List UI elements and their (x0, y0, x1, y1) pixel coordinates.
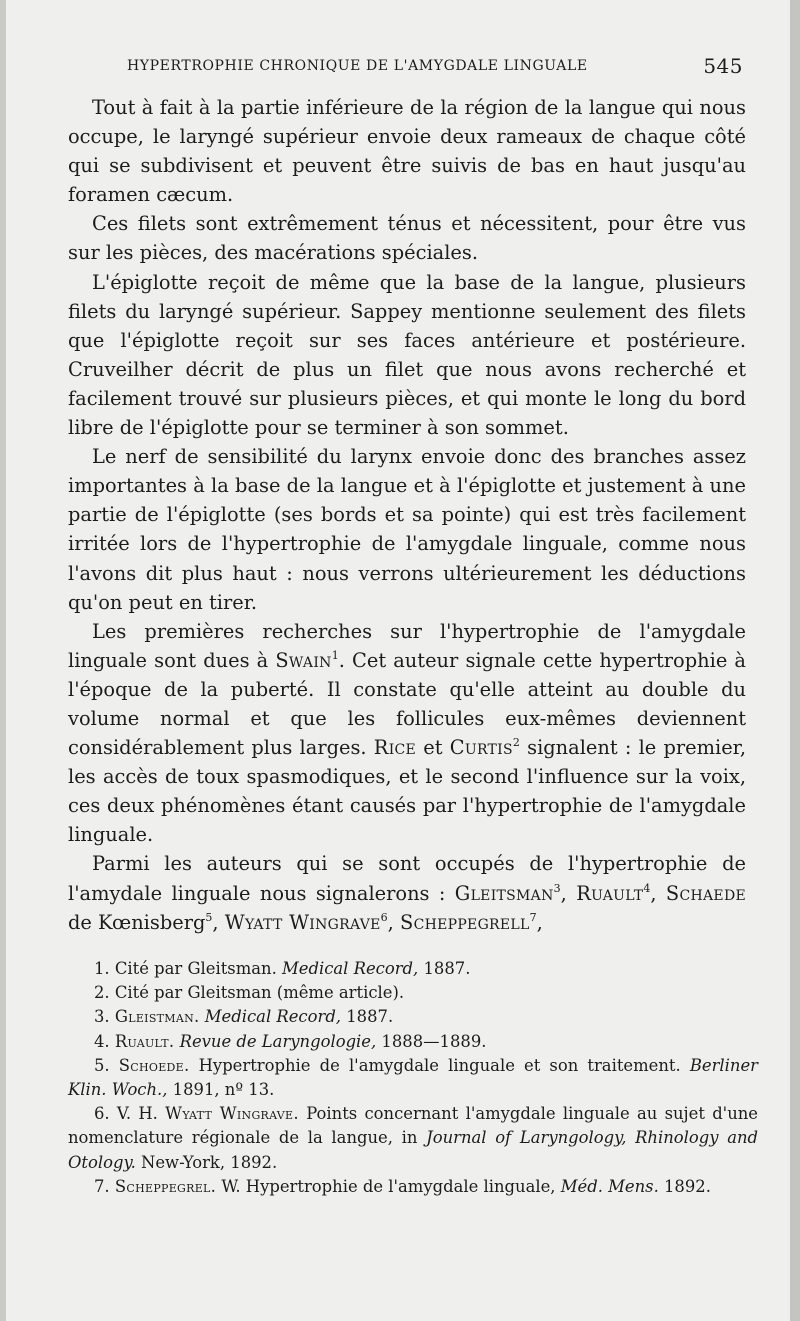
footnote-text: Points concernant l'amygdale linguale au sujet d'une nomenclature régionale de la langue, in (68, 1104, 759, 1148)
author-name: Gleitsman (454, 881, 554, 905)
footnote-ref: 7 (529, 910, 537, 924)
author-name: Scheppegrell (399, 910, 530, 934)
author-name: Ruault (576, 881, 644, 905)
footnote-title: Medical Record, (199, 1007, 342, 1027)
footnote-text: New-York, 1892. (135, 1152, 278, 1172)
footnote-author: Ruault. (114, 1031, 175, 1051)
separator: , (212, 910, 225, 934)
paragraph: L'épiglotte reçoit de même que la base de la langue, plusieurs filets du laryngé supérieur. Sappey mentionne seulement des filets que l'épiglotte reçoit sur ses faces antérieure et postérieure. Cruveilher décrit de plus un filet que nous avons recherché et facilement trouvé sur plusieurs pièces, et qui monte le long du bord libre de l'épiglotte pour se terminer à son sommet. (68, 270, 746, 440)
footnote-number: 5. (94, 1055, 119, 1075)
footnote-text: 1888—1889. (376, 1031, 487, 1051)
footnote-number: 4. (94, 1031, 115, 1051)
author-name: Rice (373, 736, 417, 760)
footnote-author: Gleistman. (114, 1007, 200, 1027)
footnote-text: 1891, nº 13. (167, 1080, 275, 1100)
text-run: et (416, 736, 450, 760)
separator: , (387, 910, 400, 934)
text-run: Les premières recherches sur l'hypertrophie de l'amygdale linguale sont dues à (68, 619, 746, 672)
footnote (68, 981, 758, 1005)
author-name: Swain (275, 648, 332, 672)
footnote-ref: 4 (643, 881, 651, 895)
paragraph (68, 849, 746, 936)
footnotes (68, 957, 758, 1199)
separator: , (650, 881, 666, 905)
footnote-text: W. Hypertrophie de l'amygdale linguale, (216, 1176, 561, 1196)
footnote-ref: 5 (205, 910, 213, 924)
footnote-number: 6. V. H. (94, 1104, 166, 1124)
footnote (68, 1175, 758, 1199)
footnote-text: Hypertrophie de l'amygdale linguale et son traitement. (189, 1055, 690, 1075)
footnote-number: 3. (94, 1007, 115, 1027)
footnote-author: Wyatt Wingrave. (165, 1104, 299, 1124)
author-name: Wyatt Wingrave (224, 910, 381, 934)
text-run: de Kœnisberg (68, 910, 206, 934)
author-name: Curtis (449, 736, 513, 760)
footnote-number: 7. (94, 1176, 115, 1196)
footnote-text: 1887. (418, 959, 471, 978)
footnote (68, 1030, 758, 1054)
separator: , (536, 910, 543, 934)
footnote-author: Schoede. (118, 1055, 190, 1075)
footnote (68, 957, 758, 981)
footnote-title: Méd. Mens. (560, 1176, 659, 1196)
page-number: 545 (703, 54, 743, 78)
footnote-ref: 3 (553, 881, 561, 895)
running-title: HYPERTROPHIE CHRONIQUE DE L'AMYGDALE LINGUALE (127, 58, 588, 74)
main-text (68, 93, 746, 937)
footnote-ref: 6 (380, 910, 388, 924)
footnote (68, 1102, 758, 1175)
footnote (68, 1005, 758, 1029)
footnote-author: Scheppegrel. (114, 1176, 217, 1196)
footnote-text: 2. Cité par Gleitsman (même article). (94, 983, 405, 1003)
footnote (68, 1054, 758, 1102)
paragraph: Tout à fait à la partie inférieure de la région de la langue qui nous occupe, le laryngé supérieur envoie deux rameaux de chaque côté qui se subdivisent et peuvent être suivis de bas en haut jusqu'au foramen cæcum. (68, 96, 746, 207)
footnote-title: Medical Record, (282, 959, 419, 978)
footnote-ref: 1 (331, 648, 339, 662)
text-run: Parmi les auteurs qui se sont occupés de l'hypertrophie de l'amydale linguale nous signalerons : (68, 852, 746, 905)
footnote-text: 1887. (341, 1007, 394, 1027)
paragraph: Le nerf de sensibilité du larynx envoie donc des branches assez importantes à la base de la langue et à l'épiglotte et justement à une partie de l'épiglotte (ses bords et sa pointe) qui est très facilement irritée lors de l'hypertrophie de l'amygdale linguale, comme nous l'avons dit plus haut : nous verrons ultérieurement les déductions qu'on peut en tirer. (68, 445, 746, 614)
text-run: signalent : le premier, les accès de toux spasmodiques, et le second l'influence sur la voix, ces deux phénomènes étant causés par l'hypertrophie de l'amygdale linguale. (68, 736, 746, 847)
footnote-title: Berliner Klin. Woch., (68, 1055, 758, 1100)
footnote-text: 1892. (658, 1176, 711, 1196)
footnote-title: Journal of Laryngology, Rhinology and Otology. (68, 1128, 759, 1172)
paragraph: Ces filets sont extrêmement ténus et nécessitent, pour être vus sur les pièces, des macérations spéciales. (68, 212, 746, 265)
paragraph (68, 617, 746, 850)
separator: , (560, 881, 577, 905)
footnote-text: 1. Cité par Gleitsman. (94, 959, 283, 978)
author-name: Schaede (665, 881, 747, 905)
text-run: . Cet auteur signale cette hypertrophie à l'époque de la puberté. Il constate qu'elle atteint au double du volume normal et que les follicules eux-mêmes deviennent considérablement plus larges. (68, 648, 746, 760)
footnote-title: Revue de Laryngologie, (174, 1031, 377, 1051)
page-header (127, 54, 747, 84)
footnote-ref: 2 (512, 736, 520, 750)
